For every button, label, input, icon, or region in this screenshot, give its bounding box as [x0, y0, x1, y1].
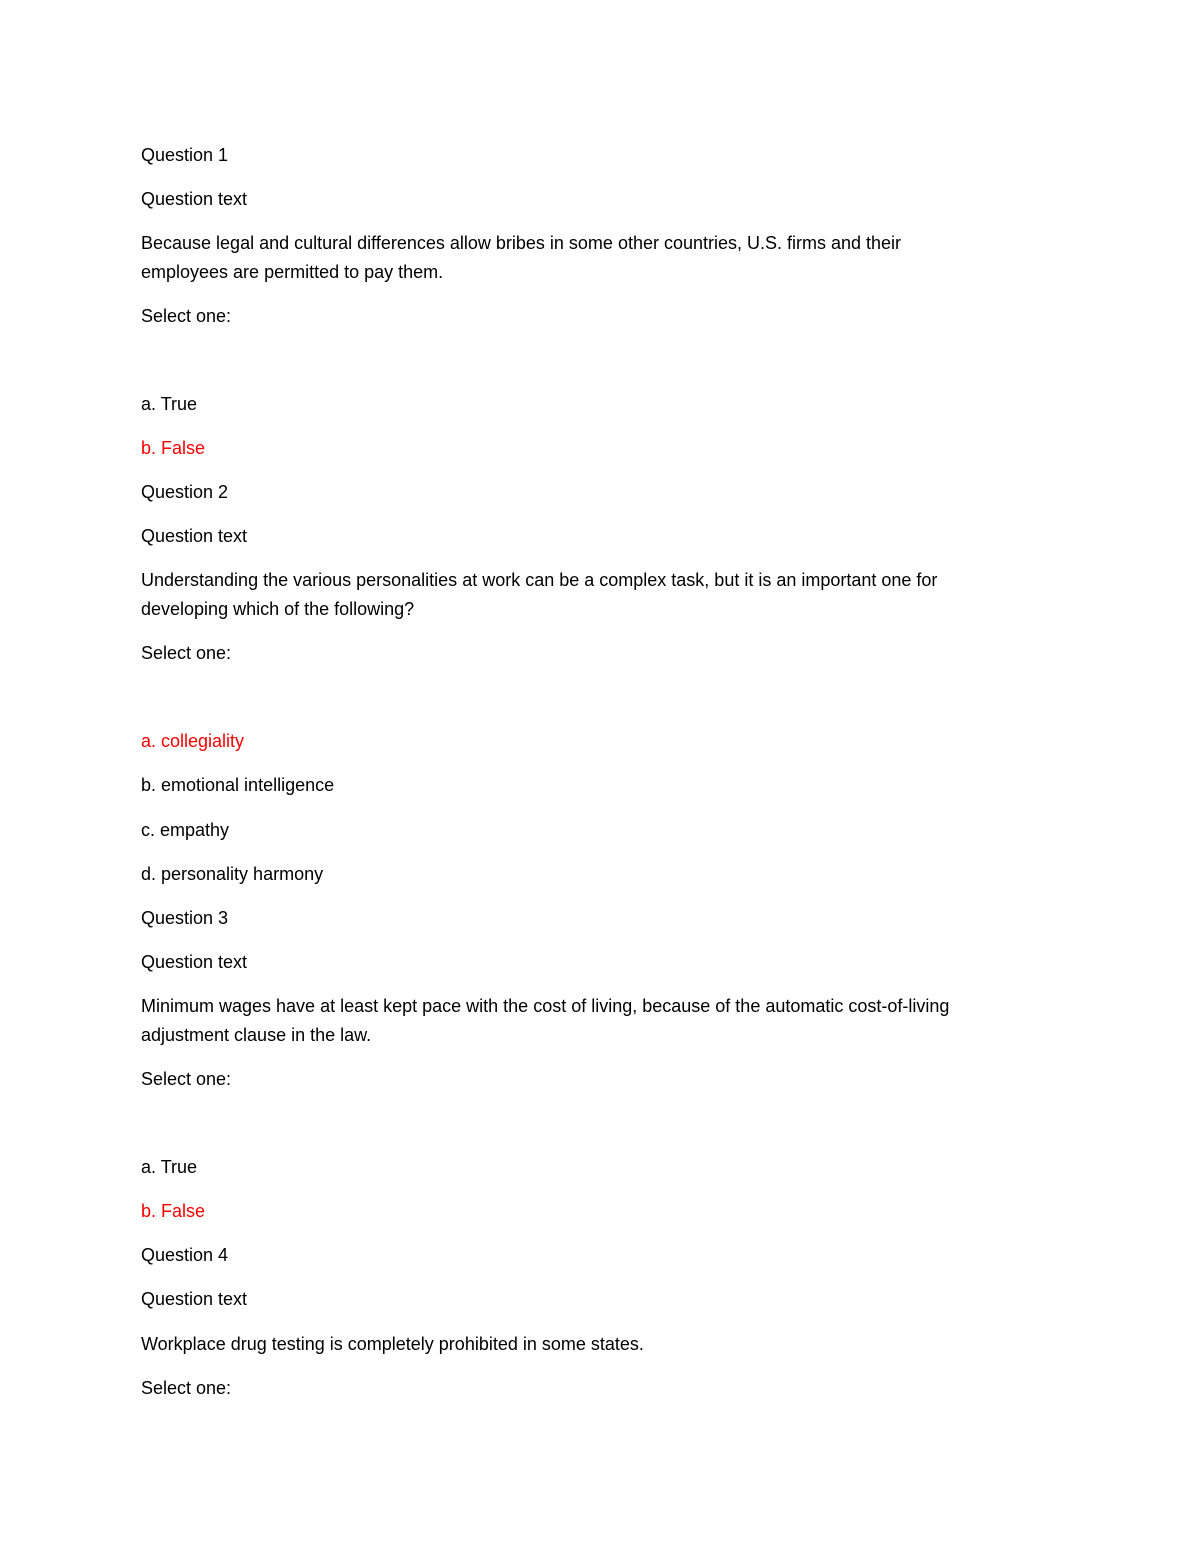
question-1-text-line-1: Because legal and cultural differences allow bribes in some other countries, U.S. firms and their: [141, 233, 902, 253]
question-2-text-line-2: developing which of the following?: [141, 599, 415, 619]
question-3-subheading: Question text: [141, 952, 248, 972]
question-2-text-line-1: Understanding the various personalities at work can be a complex task, but it is an important one for: [141, 570, 938, 590]
question-4-subheading: Question text: [141, 1289, 248, 1309]
question-3-option-a: a. True: [141, 1157, 198, 1177]
question-1-subheading: Question text: [141, 189, 248, 209]
question-3-heading: Question 3: [141, 908, 229, 928]
question-3-prompt: Select one:: [141, 1069, 232, 1089]
question-4-text-line-1: Workplace drug testing is completely prohibited in some states.: [141, 1334, 644, 1354]
question-2-option-c: c. empathy: [141, 820, 230, 840]
question-2-subheading: Question text: [141, 526, 248, 546]
question-4-heading: Question 4: [141, 1245, 229, 1265]
question-1-heading: Question 1: [141, 145, 229, 165]
question-1-option-b-correct: b. False: [141, 438, 206, 458]
question-1-option-a: a. True: [141, 394, 198, 414]
question-4-prompt: Select one:: [141, 1378, 232, 1398]
question-3-option-b-correct: b. False: [141, 1201, 206, 1221]
question-1-prompt: Select one:: [141, 306, 232, 326]
question-1-text-line-2: employees are permitted to pay them.: [141, 262, 444, 282]
question-2-option-d: d. personality harmony: [141, 864, 324, 884]
question-3-text-line-1: Minimum wages have at least kept pace with the cost of living, because of the automatic cost-of-living: [141, 996, 950, 1016]
question-2-heading: Question 2: [141, 482, 229, 502]
question-2-prompt: Select one:: [141, 643, 232, 663]
question-2-option-a-correct: a. collegiality: [141, 731, 245, 751]
question-2-option-b: b. emotional intelligence: [141, 775, 335, 795]
question-3-text-line-2: adjustment clause in the law.: [141, 1025, 372, 1045]
